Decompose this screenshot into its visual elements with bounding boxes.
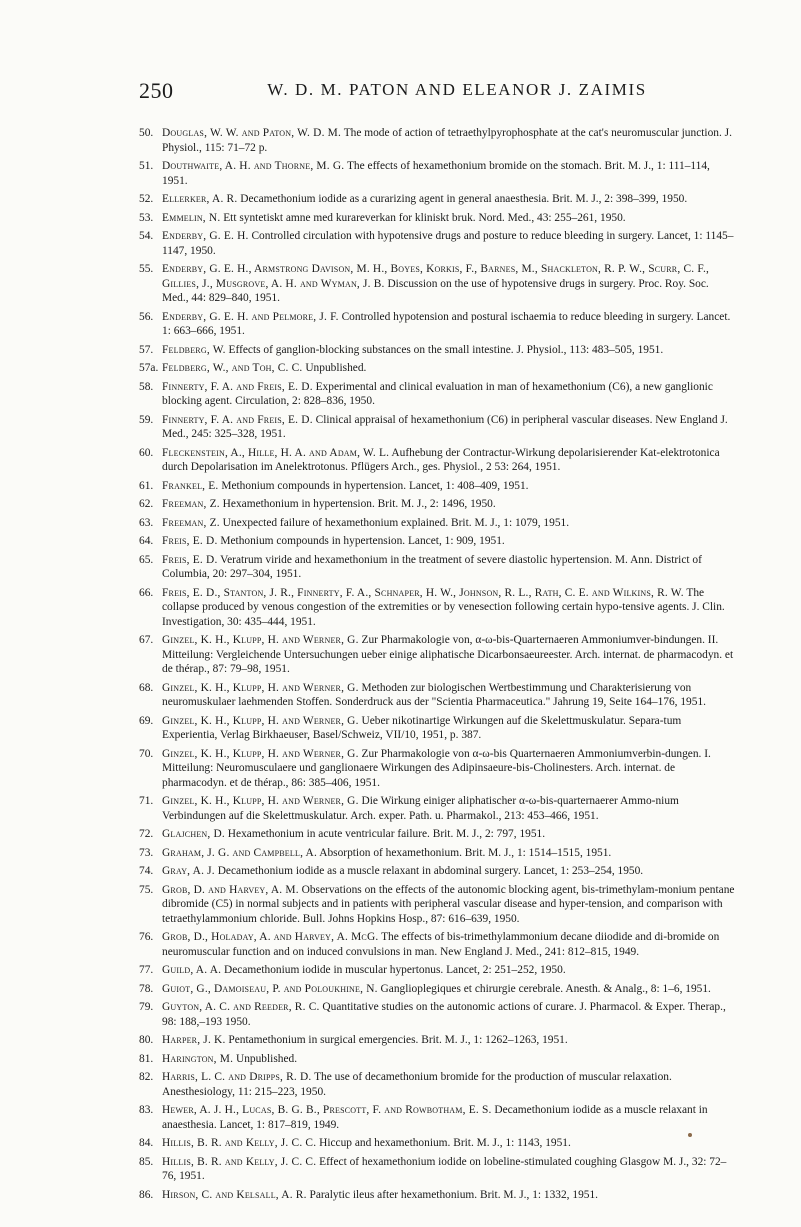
reference-body [162, 311, 730, 338]
reference-item [139, 1000, 736, 1029]
reference-text: Observations on the effects of the autonomic blocking agent, bis-trimethylam-monium pentane dibromide (C5) in normal subjects and in patients with peripheral vascular disease and hyper-tension, and comparison with tetraethylammonium chloride. Bull. Johns Hopkins Hosp., 87: 616–639, 1950. [162, 883, 735, 925]
reference-number: 71. [139, 795, 154, 807]
reference-item [139, 846, 736, 861]
reference-authors: Finnerty, F. A. and Freis, E. D. [162, 380, 313, 393]
reference-number: 79. [139, 1001, 154, 1013]
reference-number: 64. [139, 535, 154, 547]
reference-body [162, 447, 720, 474]
reference-text: Controlled hypotension and postural ischaemia to reduce bleeding in surgery. Lancet. 1: 663–666, 1951. [162, 310, 731, 337]
reference-text: Controlled circulation with hypotensive drugs and posture to reduce bleeding in surgery. Lancet, 1: 1145–1147, 1950. [162, 230, 734, 257]
reference-body [162, 414, 728, 441]
reference-body [162, 535, 505, 547]
reference-text: Methonium compounds in hypertension. Lancet, 1: 408–409, 1951. [218, 479, 529, 492]
reference-body [162, 498, 496, 510]
reference-authors: Harper, J. K. [162, 1034, 226, 1046]
reference-number: 66. [139, 586, 154, 599]
reference-body [162, 748, 711, 789]
reference-number: 52. [139, 193, 154, 205]
reference-body [162, 682, 706, 709]
reference-number: 57. [139, 343, 154, 356]
reference-text: Zur Pharmakologie von α-ω-bis Quarternaeren Ammoniumverbin-dungen. I. Mitteilung: Neuromusculaere und ganglionaere Wirkungen des Adipinsaeure-bis-Cholinesters. Arch. internat. de pharmacodyn. et de thérap., 86: 385–406, 1951. [162, 747, 711, 789]
speck-mark [688, 1133, 692, 1137]
reference-item [139, 497, 736, 512]
reference-number: 83. [139, 1104, 154, 1116]
reference-body [162, 160, 710, 187]
reference-body [162, 715, 681, 742]
reference-text: Quantitative studies on the autonomic actions of curare. J. Pharmacol. & Exper. Therap., 98: 188,–193 1950. [162, 1001, 726, 1028]
reference-authors: Frankel, E. [162, 479, 219, 492]
reference-number: 50. [139, 127, 154, 139]
reference-text: The effects of bis-trimethylammonium decane diiodide and di-bromide on neuromuscular function and on induced convulsions in man. New England J. Med., 241: 812–815, 1949. [162, 931, 720, 958]
reference-number: 69. [139, 714, 154, 727]
reference-body [162, 1071, 672, 1098]
reference-authors: Guiot, G., Damoiseau, P. and Poloukhine, N. [162, 982, 378, 995]
reference-body [162, 1001, 726, 1028]
reference-text: Hexamethonium in hypertension. Brit. M. J., 2: 1496, 1950. [219, 498, 496, 510]
reference-text: The use of decamethonium bromide for the production of muscular relaxation. Anesthesiology, 11: 215–223, 1950. [162, 1071, 672, 1098]
reference-text: Methoden zur biologischen Wertbestimmung und Charakterisierung von neuromuskulaer laehmenden Stoffen. Sonderdruck aus der "Scientia Pharmaceutica." Jahrung 19, Seite 164–176, 1951. [162, 681, 706, 708]
reference-body [162, 884, 734, 925]
reference-text: Ganglioplegiques et chirurgie cerebrale. Anesth. & Analg., 8: 1–6, 1951. [377, 982, 711, 995]
reference-number: 75. [139, 883, 154, 896]
reference-item [139, 1052, 736, 1067]
reference-authors: Finnerty, F. A. and Freis, E. D. [162, 413, 313, 426]
reference-authors: Freis, E. D., Stanton, J. R., Finnerty, F. A., Schnaper, H. W., Johnson, R. L., Rath, C. E. and Wilkins, R. W. [162, 586, 684, 599]
reference-number: 68. [139, 681, 154, 694]
reference-text: Experimental and clinical evaluation in man of hexamethonium (C6), a new ganglionic blocking agent. Circulation, 2: 828–836, 1950. [162, 380, 713, 407]
reference-item [139, 963, 736, 978]
reference-body [162, 362, 366, 374]
reference-item [139, 883, 736, 927]
reference-authors: Douglas, W. W. and Paton, W. D. M. [162, 127, 342, 139]
reference-item [139, 864, 736, 879]
reference-authors: Guild, A. A. [162, 964, 222, 976]
reference-text: Veratrum viride and hexamethonium in the treatment of severe diastolic hypertension. M. Ann. District of Columbia, 20: 297–304, 1951. [162, 553, 702, 580]
reference-authors: Enderby, G. E. H. and Pelmore, J. F. [162, 310, 339, 323]
reference-item [139, 479, 736, 494]
reference-authors: Ellerker, A. R. [162, 193, 238, 205]
reference-body [162, 1053, 297, 1065]
reference-body [162, 1156, 726, 1183]
reference-item [139, 1070, 736, 1099]
reference-authors: Hillis, B. R. and Kelly, J. C. C. [162, 1155, 317, 1168]
reference-item [139, 714, 736, 743]
reference-authors: Grob, D., Holaday, A. and Harvey, A. McG. [162, 931, 379, 943]
reference-text: Ueber nikotinartige Wirkungen auf die Skelettmuskulatur. Separa-tum Experientia, Verlag Birkhaeuser, Basel/Schweiz, VII/10, 1951, p. 387. [162, 714, 682, 741]
reference-number: 62. [139, 498, 154, 510]
reference-authors: Harris, L. C. and Dripps, R. D. [162, 1071, 312, 1083]
reference-number: 53. [139, 211, 154, 224]
reference-item [139, 1103, 736, 1132]
reference-authors: Freis, E. D. [162, 553, 218, 566]
reference-item [139, 229, 736, 258]
reference-item [139, 380, 736, 409]
reference-body [162, 127, 732, 154]
reference-text: Pentamethonium in surgical emergencies. Brit. M. J., 1: 1262–1263, 1951. [225, 1034, 568, 1046]
reference-number: 57a. [139, 362, 159, 374]
reference-authors: Freis, E. D. [162, 535, 218, 547]
page-header [139, 78, 731, 108]
reference-authors: Ginzel, K. H., Klupp, H. and Werner, G. [162, 634, 359, 646]
reference-item [139, 930, 736, 959]
reference-authors: Grob, D. and Harvey, A. M. [162, 883, 299, 896]
reference-text: Effect of hexamethonium iodide on lobeline-stimulated coughing Glasgow M. J., 32: 72–76, 1951. [162, 1155, 727, 1182]
reference-authors: Enderby, G. E. H. [162, 230, 249, 242]
reference-number: 65. [139, 553, 154, 566]
reference-item [139, 262, 736, 306]
reference-text: Ett syntetiskt amne med kurareverkan for kliniskt bruk. Nord. Med., 43: 255–261, 1950. [220, 211, 626, 224]
reference-body [162, 344, 663, 356]
reference-body [162, 480, 529, 492]
reference-item [139, 681, 736, 710]
reference-text: The collapse produced by venous congestion of the extremities or by venesection following certain hypo-tensive agents. J. Clin. Investigation, 30: 435–444, 1951. [162, 586, 725, 628]
reference-item [139, 126, 736, 155]
reference-text: Unexpected failure of hexamethonium explained. Brit. M. J., 1: 1079, 1951. [219, 516, 570, 529]
reference-number: 80. [139, 1034, 154, 1046]
reference-authors: Hirson, C. and Kelsall, A. R. [162, 1188, 307, 1201]
reference-number: 82. [139, 1071, 154, 1083]
reference-number: 61. [139, 479, 154, 492]
reference-text: Unpublished. [233, 1052, 298, 1065]
reference-authors: Hewer, A. J. H., Lucas, B. G. B., Prescott, F. and Rowbotham, E. S. [162, 1104, 492, 1116]
reference-number: 67. [139, 634, 154, 646]
reference-item [139, 747, 736, 791]
reference-list [139, 126, 736, 1206]
reference-authors: Fleckenstein, A., Hille, H. A. and Adam, W. L. [162, 446, 390, 459]
reference-item [139, 361, 736, 376]
reference-text: Effects of ganglion-blocking substances on the small intestine. J. Physiol., 113: 483–505, 1951. [225, 343, 664, 356]
reference-number: 54. [139, 230, 154, 242]
reference-authors: Glajchen, D. [162, 828, 225, 840]
reference-number: 84. [139, 1137, 154, 1149]
reference-item [139, 1188, 736, 1203]
reference-authors: Ginzel, K. H., Klupp, H. and Werner, G. [162, 714, 359, 727]
reference-item [139, 211, 736, 226]
reference-number: 51. [139, 160, 154, 172]
reference-authors: Enderby, G. E. H., Armstrong Davison, M. H., Boyes, Korkis, F., Barnes, M., Shackleton, R. P. W., Scurr, C. F., Gillies, J., Musgrove, A. H. and Wyman, J. B. [162, 263, 710, 290]
reference-number: 81. [139, 1052, 154, 1065]
reference-item [139, 982, 736, 997]
reference-body [162, 554, 702, 581]
reference-item [139, 1155, 736, 1184]
reference-body [162, 828, 545, 840]
reference-item [139, 446, 736, 475]
reference-body [162, 381, 713, 408]
reference-number: 77. [139, 964, 154, 976]
reference-authors: Freeman, Z. [162, 498, 220, 510]
reference-text: Absorption of hexamethonium. Brit. M. J., 1: 1514–1515, 1951. [317, 846, 612, 859]
reference-body [162, 587, 725, 628]
running-head: W. D. M. PATON AND ELEANOR J. ZAIMIS [267, 80, 647, 99]
reference-number: 63. [139, 516, 154, 529]
reference-body [162, 983, 711, 995]
reference-text: Decamethonium iodide as a muscle relaxant in anaesthesia. Lancet, 1: 817–819, 1949. [162, 1104, 708, 1131]
reference-item [139, 413, 736, 442]
reference-text: Hexamethonium in acute ventricular failure. Brit. M. J., 2: 797, 1951. [224, 828, 546, 840]
reference-item [139, 1033, 736, 1048]
reference-body [162, 1104, 708, 1131]
reference-item [139, 310, 736, 339]
reference-authors: Feldberg, W. [162, 343, 226, 356]
reference-body [162, 230, 733, 257]
reference-number: 86. [139, 1188, 154, 1201]
reference-item [139, 827, 736, 842]
reference-text: Hiccup and hexamethonium. Brit. M. J., 1: 1143, 1951. [316, 1137, 571, 1149]
reference-number: 76. [139, 931, 154, 943]
reference-body [162, 1034, 568, 1046]
reference-body [162, 1189, 598, 1201]
page-number: 250 [139, 78, 174, 103]
reference-authors: Feldberg, W., and Toh, C. C. [162, 362, 303, 374]
reference-number: 73. [139, 846, 154, 859]
reference-text: Decamethonium iodide in muscular hypertonus. Lancet, 2: 251–252, 1950. [221, 964, 566, 976]
reference-body [162, 263, 709, 304]
reference-text: Zur Pharmakologie von, α-ω-bis-Quarternaeren Ammoniumver-bindungen. II. Mitteilung: Vergleichende Untersuchungen ueber einige aliphatische Dicarbonsaeureester. Arch. internat. de pharmacodyn. et de thérap., 87: 79–98, 1951. [162, 634, 734, 675]
reference-body [162, 931, 719, 958]
reference-body [162, 193, 687, 205]
reference-body [162, 865, 643, 877]
reference-number: 70. [139, 747, 154, 760]
reference-authors: Ginzel, K. H., Klupp, H. and Werner, G. [162, 681, 359, 694]
reference-text: The effects of hexamethonium bromide on the stomach. Brit. M. J., 1: 111–114, 1951. [162, 160, 710, 187]
reference-item [139, 192, 736, 207]
reference-body [162, 634, 733, 675]
reference-body [162, 517, 569, 529]
reference-text: Methonium compounds in hypertension. Lancet, 1: 909, 1951. [217, 535, 505, 547]
reference-text: Unpublished. [302, 362, 367, 374]
reference-number: 56. [139, 310, 154, 323]
reference-text: Die Wirkung einiger aliphatischer α-ω-bis-quarternaerer Ammo-nium Verbindungen auf die Skelettmuskulatur. Arch. exper. Path. u. Pharmakol., 213: 453–466, 1951. [162, 795, 679, 822]
reference-authors: Graham, J. G. and Campbell, A. [162, 846, 318, 859]
reference-number: 72. [139, 828, 154, 840]
reference-authors: Harington, M. [162, 1052, 234, 1065]
reference-item [139, 553, 736, 582]
reference-body [162, 212, 626, 224]
reference-item [139, 534, 736, 549]
reference-item [139, 633, 736, 677]
reference-text: Discussion on the use of hypotensive drugs in surgery. Proc. Roy. Soc. Med., 44: 829–840, 1951. [162, 277, 709, 304]
reference-item [139, 343, 736, 358]
reference-text: Decamethonium iodide as a curarizing agent in general anaesthesia. Brit. M. J., 2: 398–399, 1950. [237, 193, 688, 205]
reference-authors: Emmelin, N. [162, 211, 221, 224]
reference-text: Paralytic ileus after hexamethonium. Brit. M. J., 1: 1332, 1951. [306, 1188, 599, 1201]
reference-item [139, 794, 736, 823]
reference-authors: Ginzel, K. H., Klupp, H. and Werner, G. [162, 747, 359, 760]
reference-number: 78. [139, 982, 154, 995]
reference-authors: Ginzel, K. H., Klupp, H. and Werner, G. [162, 795, 359, 807]
reference-authors: Freeman, Z. [162, 516, 220, 529]
reference-text: Decamethonium iodide as a muscle relaxant in abdominal surgery. Lancet, 1: 253–254, 1950. [214, 865, 644, 877]
reference-text: The mode of action of tetraethylpyrophosphate at the cat's neuromuscular junction. J. Physiol., 115: 71–72 p. [162, 127, 732, 154]
reference-authors: Gray, A. J. [162, 865, 215, 877]
reference-item [139, 159, 736, 188]
reference-body [162, 795, 679, 822]
reference-number: 85. [139, 1155, 154, 1168]
reference-number: 58. [139, 380, 154, 393]
reference-authors: Hillis, B. R. and Kelly, J. C. C. [162, 1137, 317, 1149]
reference-authors: Douthwaite, A. H. and Thorne, M. G. [162, 160, 345, 172]
reference-text: Aufhebung der Contractur-Wirkung depolarisierender Kat-elektrotonica durch Depolarisation im Anelektrotonus. Pflügers Arch., ges. Physiol., 2 53: 264, 1951. [162, 446, 720, 473]
reference-item [139, 1136, 736, 1151]
reference-authors: Guyton, A. C. and Reeder, R. C. [162, 1001, 320, 1013]
reference-body [162, 847, 611, 859]
reference-number: 74. [139, 865, 154, 877]
reference-number: 59. [139, 413, 154, 426]
reference-number: 60. [139, 446, 154, 459]
reference-body [162, 1137, 571, 1149]
reference-item [139, 516, 736, 531]
reference-text: Clinical appraisal of hexamethonium (C6) in peripheral vascular diseases. New England J. Med., 245: 325–328, 1951. [162, 413, 728, 440]
reference-body [162, 964, 566, 976]
reference-item [139, 586, 736, 630]
reference-number: 55. [139, 263, 154, 275]
